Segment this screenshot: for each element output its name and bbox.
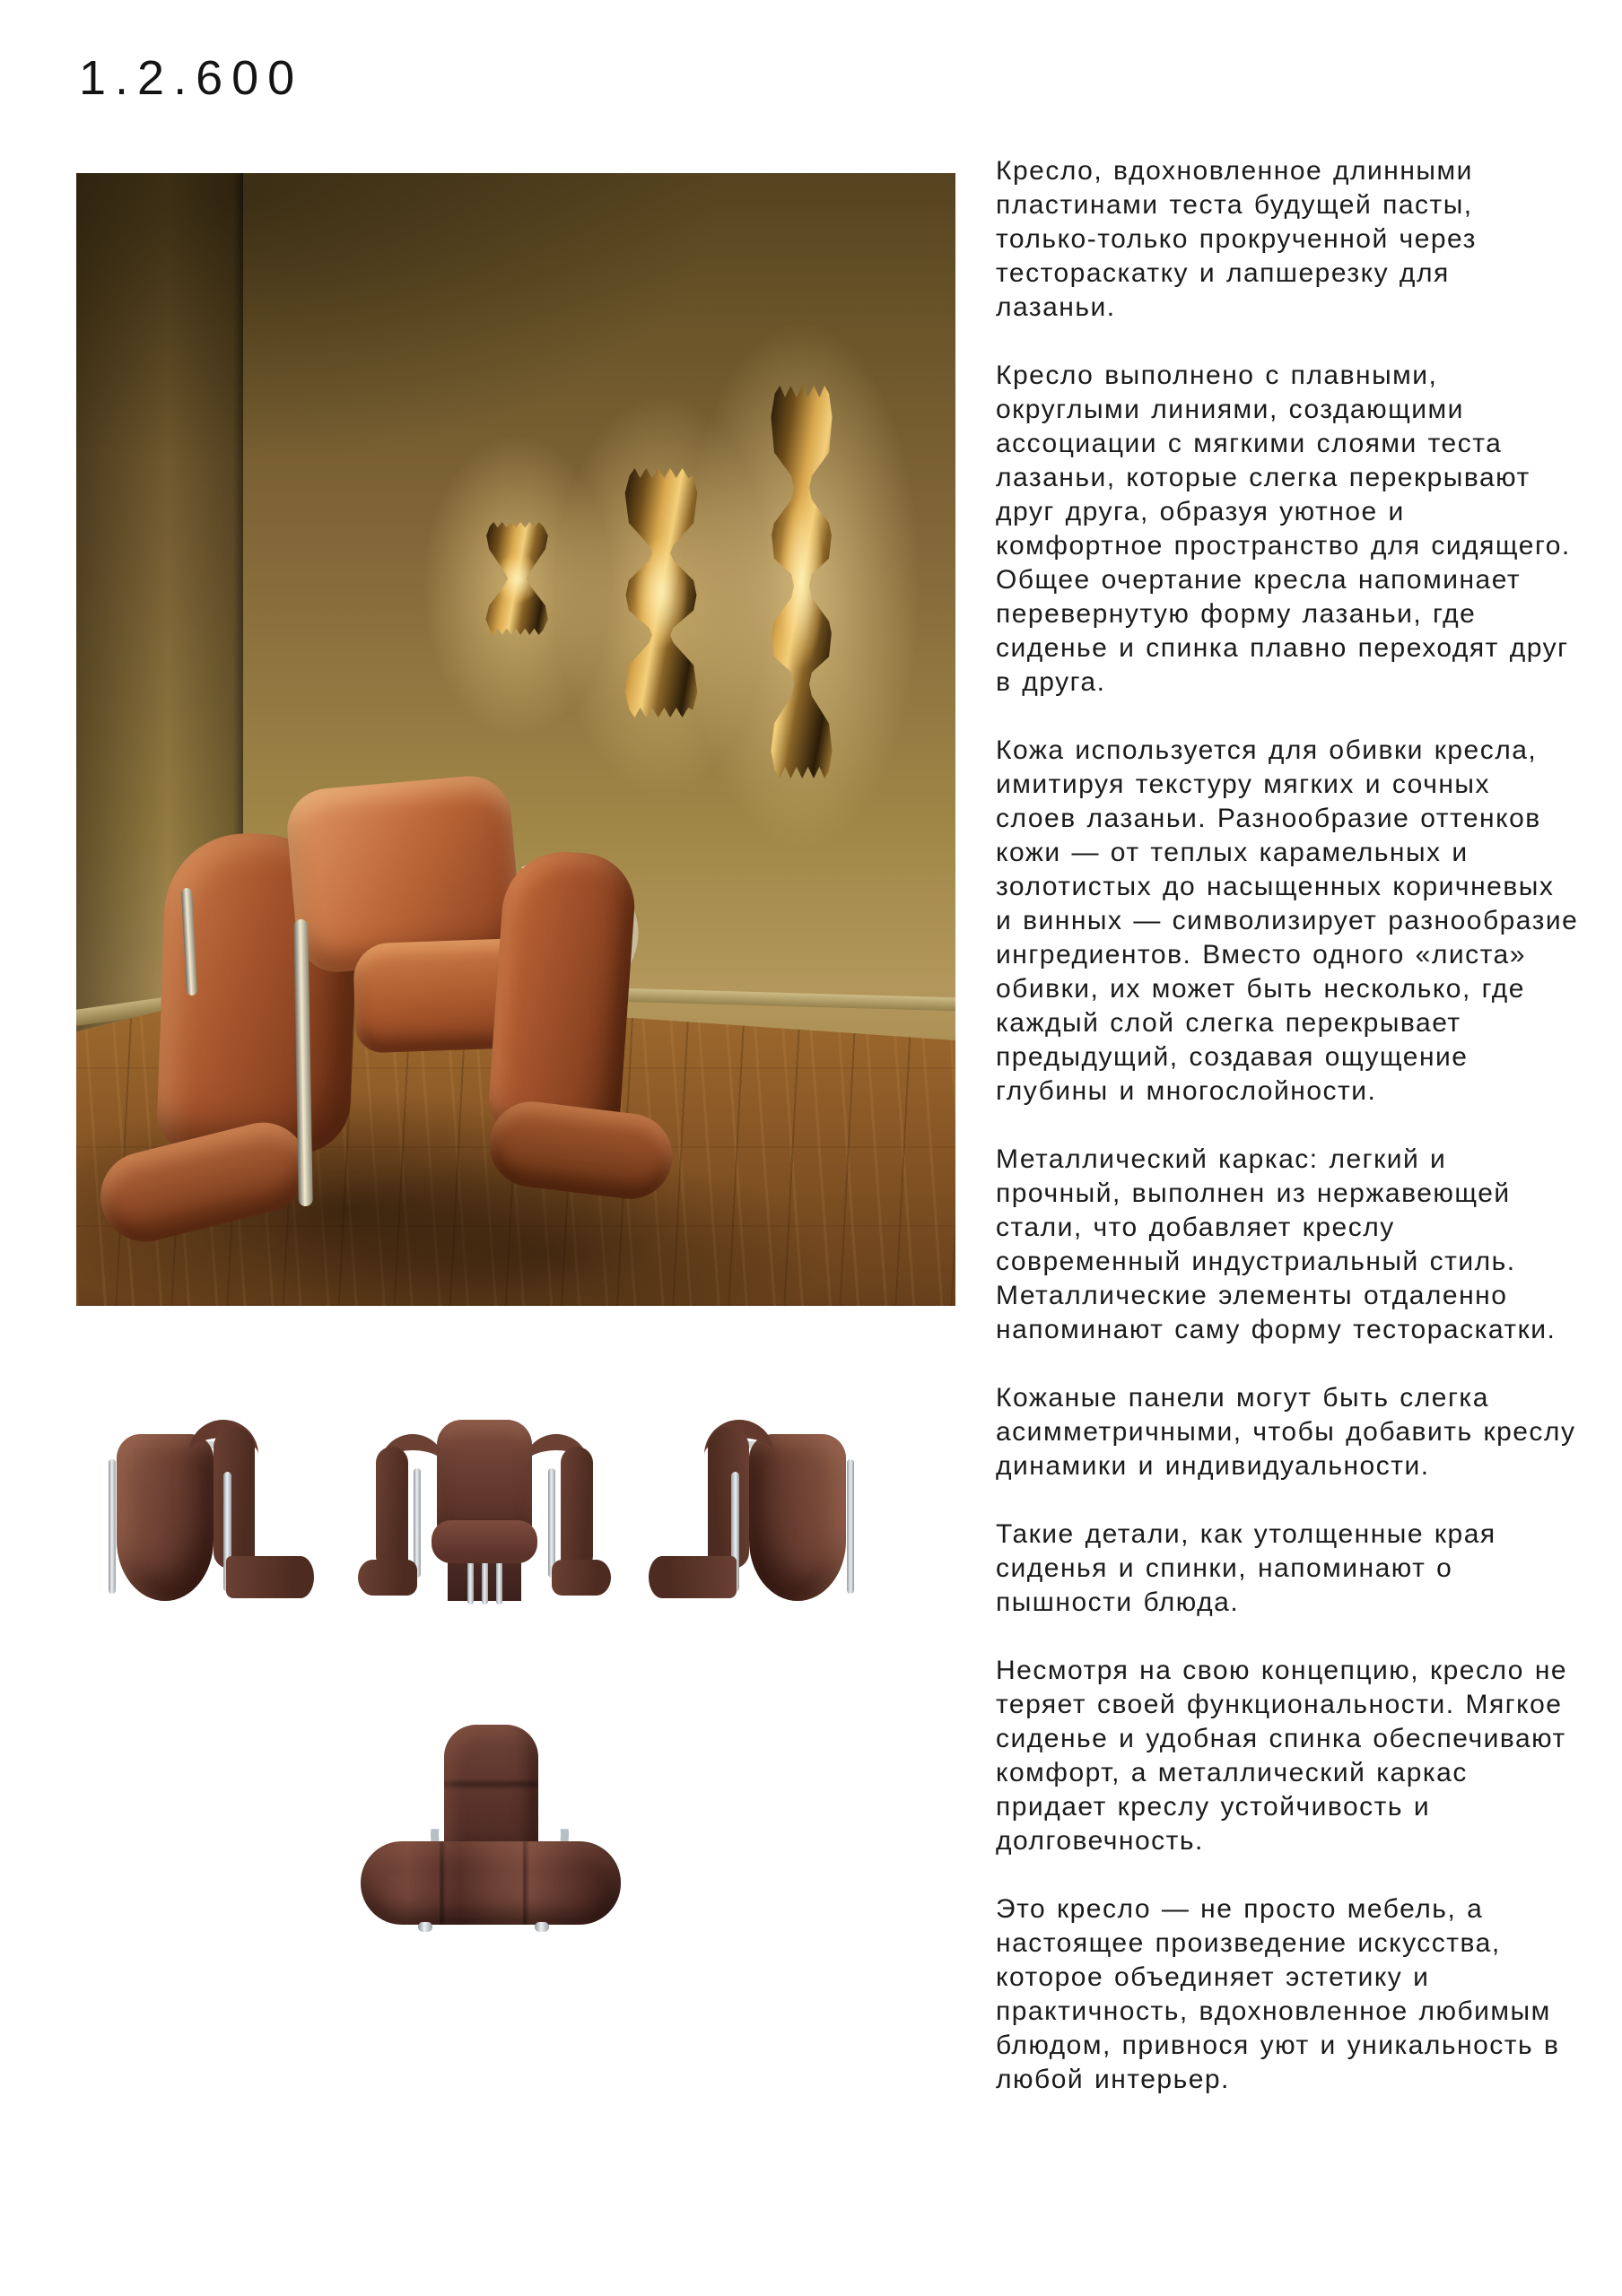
paragraph: Кожаные панели могут быть слегка асимметричными, чтобы добавить креслу динамики и индивидуальности.: [996, 1383, 1576, 1481]
description-column: [996, 154, 1579, 2131]
chair-top-view: [359, 1718, 628, 1933]
chrome-rod: [414, 1468, 421, 1578]
chair-side-view-right: [640, 1420, 857, 1605]
chair-side-view-left: [106, 1420, 316, 1605]
paragraph: Металлический каркас: легкий и прочный, выполнен из нержавеющей стали, что добавляет креслу современный индустриальный стиль. Металлические элементы отдаленно напоминают саму форму тестораскатки.: [996, 1144, 1557, 1344]
chrome-foot: [418, 1922, 432, 1932]
paragraph: Кожа используется для обивки кресла, имитируя текстуру мягких и сочных слоев лазаньи. Разнообразие оттенков кожи — от теплых карамельных и золотистых до насыщенных коричневых и винных — символизирует разнообразие ингредиентов. Вместо одного «листа» обивки, их может быть несколько, где каждый слой слегка перекрывает предыдущий, создавая ощущение глубины и многослойности.: [996, 735, 1579, 1106]
paragraph: Несмотря на свою концепцию, кресло не теряет своей функциональности. Мягкое сиденье и удобная спинка обеспечивают комфорт, а металлический каркас придает креслу устойчивость и долговечность.: [996, 1656, 1568, 1856]
chrome-foot: [535, 1922, 549, 1932]
leather-tube-leg: [214, 1427, 255, 1569]
leather-foot: [226, 1556, 314, 1598]
paragraph: Такие детали, как утолщенные края сиденья и спинки, напоминают о пышности блюда.: [996, 1519, 1496, 1617]
chrome-rod: [109, 1459, 116, 1594]
left-arm: [376, 1447, 408, 1569]
seat-bar-top: [361, 1841, 621, 1925]
farfalle-sconce-medium: [624, 468, 699, 718]
leather-foot: [649, 1556, 737, 1598]
paragraph: Кресло, вдохновленное длинными пластинами теста будущей пасты, только-только прокрученной через тестораскатку и лапшерезку для лазаньи.: [996, 156, 1477, 322]
right-arm: [561, 1447, 593, 1569]
left-foot: [358, 1560, 417, 1596]
chair-right-panel: [486, 848, 638, 1147]
leather-tube-leg: [708, 1427, 749, 1569]
paragraph: Кресло выполнено с плавными, округлыми линиями, создающими ассоциации с мягкими слоями теста лазаньи, которые слегка перекрывают друг друга, образуя уютное и комфортное пространство для сидящего. Общее очертание кресла напоминает перевернутую форму лазаньи, где сиденье и спинка плавно переходят друг в друга.: [996, 361, 1571, 697]
chair-front-view: [354, 1420, 615, 1605]
page-title: 1.2.600: [79, 51, 304, 105]
chrome-rod: [847, 1459, 854, 1594]
chrome-rod: [548, 1468, 555, 1578]
seat: [432, 1520, 537, 1563]
paragraph: Это кресло — не просто мебель, а настоящее произведение искусства, которое объединяет эстетику и практичность, вдохновленное любимым блюдом, привнося уют и уникальность в любой интерьер.: [996, 1894, 1560, 2094]
right-foot: [552, 1560, 611, 1596]
hero-render: [76, 173, 955, 1306]
